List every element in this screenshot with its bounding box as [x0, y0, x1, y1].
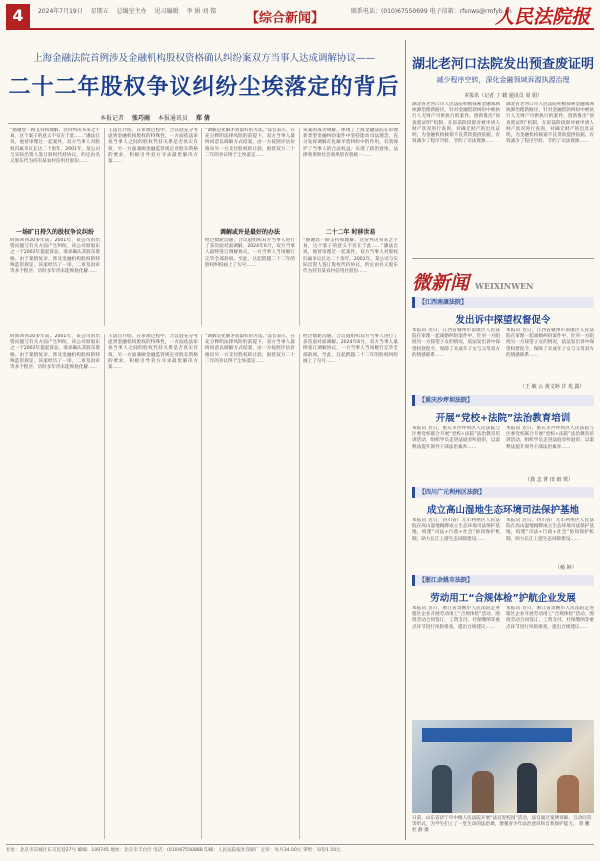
- reporter-name: 张巧雨: [131, 115, 150, 122]
- brief-title: 发出诉中探望权督促令: [455, 315, 551, 326]
- header-editor: 总编室主办: [116, 8, 147, 15]
- header-phone: 联系电话：(010)67550699: [351, 8, 428, 15]
- brief-text: 本报讯 近日，浙江省余姚市人民法院走进辖区企业开展劳动用工“合规体检”活动，围绕劳动合同签订、工资支付、社保缴纳等重点环节进行风险排查，提出合规建议……: [506, 606, 594, 630]
- article-text: 经过数轮沟通，合议庭组织双方当事人进行了多次面对面调解。2024年6月，双方当事人最终签订调解协议，一方当事人当场履行完毕全部款项。至此，这起跨越二十二年的股权纠纷画上了句号……: [303, 334, 398, 364]
- header-email: 电子信箱：rfsnws@rmfyb.cn: [429, 8, 512, 15]
- caption-text: 日前，山东省济宁市中级人民法院开展“法官进校园”活动，法官通过案例讲解、互动问答等形式，为学生们上了一堂生动的法治课，增强青少年法治意识和自我保护能力。: [412, 816, 592, 827]
- right-headline: 湖北老河口法院发出预查废证明: [412, 57, 595, 72]
- header-date: 2024年7月19日: [38, 8, 83, 15]
- article-text: 王法官介绍，在审理过程中，合议庭充分考虑到金融机构股权的特殊性，一方面依法审查当事人之间的股权代持关系是否真实有效，另一方面兼顾金融监管规定对股东资格的要求，积极引导双方寻求最优解决方案……: [108, 334, 198, 371]
- lead-byline: [100, 113, 216, 122]
- article-text: 时间回到20多年前。2001年，某公司因出资问题与有关方面产生纠纷，该公司原股东之一于2002年提起诉讼，请求确认其股东资格。由于案情复杂、涉及金融机构股权的特殊监管规定，该案经历了一审、二审及再审等多个程序，历时多年仍未能彻底化解……: [10, 334, 100, 371]
- article-text: “调解是化解矛盾最好的方法。”法官表示，在充分释明法律风险的前提下，双方当事人最终同意以调解方式结案，由一方按照评估价格向另一方支付股权转让款，困扰双方二十二年的争议终于尘埃落定……: [205, 334, 295, 364]
- weixinwen-title: 微新闻: [412, 272, 470, 294]
- photo-caption: [412, 816, 594, 834]
- brief-source: 【四川广元利州区法院】: [412, 487, 594, 498]
- article-subhead: 一场旷日持久的股权争议纠纷: [15, 229, 94, 236]
- weixinwen-subtitle: WEIXINWEN: [475, 281, 534, 291]
- photo-person: [432, 765, 452, 813]
- brief-credit: （王 敏 云 黄文婷 甘 兆 露）: [520, 384, 585, 390]
- article-text: 该案的成功调解，体现了上海金融法院在审理新类型金融纠纷案件中坚持能动司法理念，充分发挥调解在化解矛盾纠纷中的作用，有效保护了当事人的合法权益，实现了政治效果、法律效果和社会效果的有机统一……: [303, 128, 398, 158]
- brief-text: 本报讯 近日，江西省赣州市南康区人民法院在审理一起离婚纠纷案件中，针对一方阻挠另一方探望子女的情况，依法发出诉中探望权督促令，保障了未成年子女与父母双方的情感联系……: [412, 328, 500, 358]
- brief-source: 【重庆沙坪坝法院】: [412, 395, 594, 406]
- divider: [8, 123, 400, 124]
- brief-text: 本报讯 近日，浙江省余姚市人民法院走进辖区企业开展劳动用工“合规体检”活动，围绕劳动合同签订、工资支付、社保缴纳等重点环节进行风险排查，提出合规建议……: [412, 606, 500, 630]
- photo-credit: 蒋 鹏 杜 静 摄: [412, 822, 590, 833]
- brief-text: 本报讯 近日，江西省赣州市南康区人民法院在审理一起离婚纠纷案件中，针对一方阻挠另一方探望子女的情况，依法发出诉中探望权督促令，保障了未成年子女与父母双方的情感联系……: [506, 328, 594, 358]
- masthead-logo: 人民法院报: [494, 6, 590, 28]
- photo-person: [557, 775, 579, 813]
- page-number: 4: [6, 4, 30, 28]
- article-text: “感谢您一路支持和理解，这份判决书来之不易，这个案子的意义不仅在于此……”潘法官说，他曾审理过一起案件，双方当事人对股权归属争议长达二十余年。2001年，某公司与实际出资人签订股权代持协议，约定由名义股东代为持有某农村信用社股份……: [10, 128, 100, 165]
- header-names: 李 娟 刘 铭: [186, 8, 217, 15]
- right-subheadline: 减少程序空转，深化金融领域诉源执源治理: [436, 76, 570, 84]
- article-text: 湖北省老河口市人民法院积极探索金融领域执源治理新路径，针对金融借款纠纷中被执行人无财产可供执行的案件，创新推出“预查废证明”机制，在诉前阶段即对被申请人财产状况进行查询，对确无财产的出具证明，为金融机构核销不良贷款提供依据，有效减少了程序空转，节约了司法资源……: [506, 102, 594, 145]
- brief-text: 本报讯 近日，重庆市沙坪坝区人民法院与区委党校联合开展“党校+法院”法治教育培训活动，组织学员走进法庭旁听庭审，以案释法提升领导干部法治素养……: [506, 426, 594, 450]
- byline-label: 本报记者: [100, 115, 125, 122]
- article-text: “感谢您一路支持和理解，这份判决书来之不易，这个案子的意义不仅在于此……”潘法官说，他曾审理过一起案件，双方当事人对股权归属争议长达二十余年。2001年，某公司与实际出资人签订股权代持协议，约定由名义股东代为持有某农村信用社股份……: [303, 238, 398, 275]
- page-header: [6, 4, 594, 30]
- article-text: 经过数轮沟通，合议庭组织双方当事人进行了多次面对面调解。2024年6月，双方当事人最终签订调解协议，一方当事人当场履行完毕全部款项。至此，这起跨越二十二年的股权纠纷画上了句号……: [205, 238, 295, 268]
- section-title: 【综合新闻】: [246, 11, 325, 26]
- column-divider: [104, 334, 105, 839]
- section-divider: [405, 40, 406, 840]
- brief-text: 本报讯 近日，四川省广元市利州区人民法院在高山湿地揭牌成立生态环境司法保护基地，构建“司法+行政+社会”协同保护机制，助力长江上游生态屏障建设……: [412, 518, 500, 542]
- reporter-name: 郑 倩: [195, 115, 210, 122]
- right-byline: 本报讯（记者 丁 鹤 通讯员 周 娟）: [464, 93, 542, 99]
- news-photo: [412, 720, 594, 813]
- brief-text: 本报讯 近日，四川省广元市利州区人民法院在高山湿地揭牌成立生态环境司法保护基地，构建“司法+行政+社会”协同保护机制，助力长江上游生态屏障建设……: [506, 518, 594, 542]
- byline-label: 本报通讯员: [157, 115, 188, 122]
- brief-source: 【江西南康法院】: [412, 297, 594, 308]
- column-divider: [299, 334, 300, 839]
- page-footer: 社址：北京市东城区东交民巷27号 邮编：100745 地址：北京市丰台区 电话：(010)67550888 印刷：人民法院报社印刷厂 定价：每月34.00元 零售：每份1.50元: [6, 844, 594, 853]
- column-divider: [201, 334, 202, 839]
- article-text: “调解是化解矛盾最好的方法。”法官表示，在充分释明法律风险的前提下，双方当事人最终同意以调解方式结案，由一方按照评估价格向另一方支付股权转让款，困扰双方二十二年的争议终于尘埃落定……: [205, 128, 295, 158]
- lead-kicker: 上海金融法院首例涉及金融机构股权资格确认纠纷案双方当事人达成调解协议——: [32, 53, 375, 64]
- article-subhead: 调解或许是最好的办法: [219, 229, 280, 236]
- brief-title: 成立高山湿地生态环境司法保护基地: [426, 505, 579, 516]
- brief-title: 开展“党校+法院”法治教育培训: [435, 413, 571, 424]
- article-subhead: 二十二年 时移世易: [325, 229, 376, 236]
- brief-source: 【浙江余姚市法院】: [412, 575, 594, 586]
- header-edit-label: 见习编辑: [154, 8, 179, 15]
- brief-credit: （龚 志 菁 田 雨 琪）: [525, 477, 573, 483]
- article-text: 湖北省老河口市人民法院积极探索金融领域执源治理新路径，针对金融借款纠纷中被执行人无财产可供执行的案件，创新推出“预查废证明”机制，在诉前阶段即对被申请人财产状况进行查询，对确无财产的出具证明，为金融机构核销不良贷款提供依据，有效减少了程序空转，节约了司法资源……: [412, 102, 500, 145]
- photo-banner: [422, 728, 572, 742]
- header-weekday: 星期五: [90, 8, 109, 15]
- brief-text: 本报讯 近日，重庆市沙坪坝区人民法院与区委党校联合开展“党校+法院”法治教育培训活动，组织学员走进法庭旁听庭审，以案释法提升领导干部法治素养……: [412, 426, 500, 450]
- photo-person: [472, 771, 494, 813]
- article-text: 时间回到20多年前。2001年，某公司因出资问题与有关方面产生纠纷，该公司原股东之一于2002年提起诉讼，请求确认其股东资格。由于案情复杂、涉及金融机构股权的特殊监管规定，该案经历了一审、二审及再审等多个程序，历时多年仍未能彻底化解……: [10, 238, 100, 275]
- column-divider: [104, 128, 105, 326]
- divider: [412, 258, 594, 259]
- column-divider: [201, 128, 202, 326]
- column-divider: [299, 128, 300, 326]
- brief-title: 劳动用工“合规体检”护航企业发展: [430, 593, 576, 604]
- photo-person: [517, 763, 537, 813]
- header-contact: [351, 6, 512, 15]
- weixinwen-logo: [412, 268, 534, 295]
- brief-credit: （杨 婷）: [555, 565, 577, 571]
- article-text: 王法官介绍，在审理过程中，合议庭充分考虑到金融机构股权的特殊性，一方面依法审查当事人之间的股权代持关系是否真实有效，另一方面兼顾金融监管规定对股东资格的要求，积极引导双方寻求最优解决方案……: [108, 128, 198, 165]
- lead-headline: 二十二年股权争议纠纷尘埃落定的背后: [8, 74, 400, 100]
- header-meta: [38, 6, 222, 15]
